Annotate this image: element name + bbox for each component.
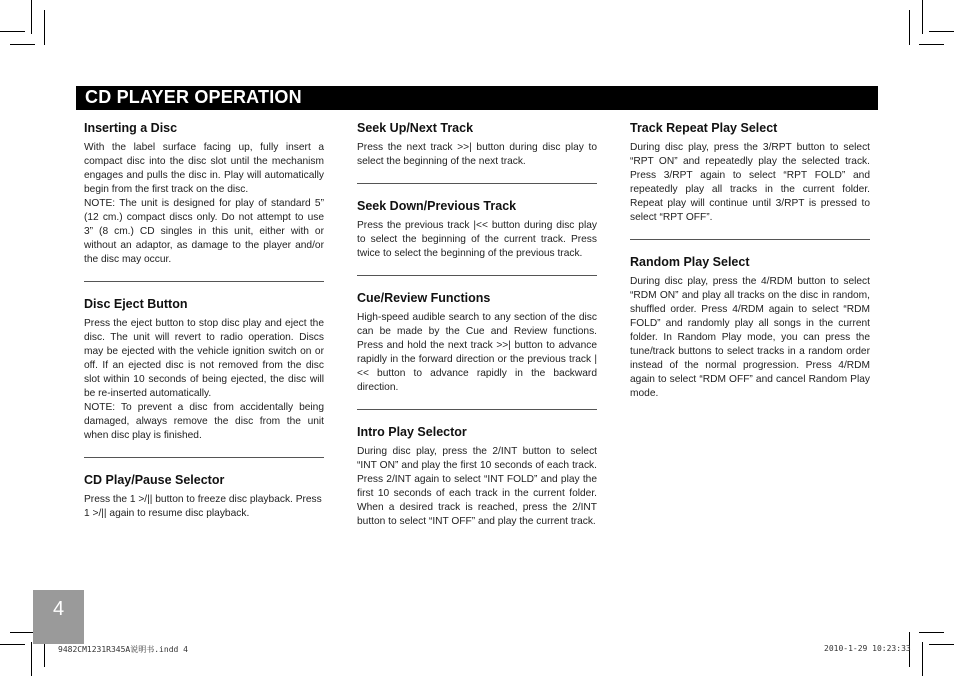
divider [84,457,324,458]
section-paragraph: With the label surface facing up, fully insert a compact disc into the disc slot until the mechanism engages and pulls the disc in. Play will automatically begin from the first track on the disc. [84,142,324,195]
divider [357,183,597,184]
section-heading: Seek Up/Next Track [357,121,474,135]
crop-mark [922,642,923,676]
crop-mark [0,644,25,645]
page-number: 4 [52,598,65,620]
column-2 [357,121,597,529]
section-seek-up [357,121,597,169]
section-disc-eject [84,297,324,443]
section-paragraph: During disc play, press the 4/RDM button to select “RDM ON” and play all tracks on the disc in random, shuffled order. Press 4/RDM again to select “RDM FOLD” and randomly play all songs in the current folder. In Random Play mode, you can press the tune/track buttons to select tracks in a random order instead of the normal progression. Press 4/RDM again to select “RDM OFF” and cancel Random Play mode. [630,276,870,399]
crop-mark [929,644,954,645]
crop-mark [922,0,923,34]
divider [357,409,597,410]
section-heading: Inserting a Disc [84,121,178,135]
crop-mark [44,10,45,45]
crop-mark [31,642,32,676]
divider [84,281,324,282]
section-paragraph: During disc play, press the 3/RPT button to select “RPT ON” and repeatedly play the selected track. Press 3/RPT again to select “RPT FOLD” and repeatedly play all tracks in the current folder. Repeat play will continue until 3/RPT is pressed to select “RPT OFF”. [630,142,870,223]
divider [357,275,597,276]
section-heading: Intro Play Selector [357,425,467,439]
page-title: CD PLAYER OPERATION [85,87,302,107]
section-paragraph: High-speed audible search to any section of the disc can be made by the Cue and Review functions. Press and hold the next track >>| button to advance rapidly in the forward direction or the previous track |<< button to advance rapidly in the backward direction. [357,312,597,393]
section-paragraph: During disc play, press the 2/INT button to select “INT ON” and play the first 10 seconds of each track. Press 2/INT again to select “INT FOLD” and play the first 10 seconds of each track in the current folder. When a desired track is reached, press the 2/INT button to select “INT OFF” and play the current track. [357,446,597,527]
section-play-pause [84,473,324,521]
crop-mark [10,632,35,633]
section-track-repeat [630,121,870,225]
crop-mark [0,31,25,32]
section-note: NOTE: To prevent a disc from accidentally being damaged, always remove the disc from the unit when disc play is finished. [84,402,324,441]
section-heading: Track Repeat Play Select [630,121,778,135]
slug-timestamp: 2010-1-29 10:23:33 [824,644,911,653]
section-heading: CD Play/Pause Selector [84,473,225,487]
section-random-play [630,255,870,401]
crop-mark [10,44,35,45]
column-1 [84,121,324,521]
slug-file-info: 9482CM1231R345A说明书.indd 4 [58,645,188,654]
section-paragraph: Press the eject button to stop disc play and eject the disc. The unit will revert to radio operation. Discs may be ejected with the vehicle ignition switch on or off. If an ejected disc is not removed from the disc slot within 10 seconds of being ejected, the disc will be re-inserted automatically. [84,318,324,399]
section-paragraph: Press the next track >>| button during disc play to select the beginning of the next track. [357,142,597,167]
column-3 [630,121,870,401]
section-heading: Random Play Select [630,255,750,269]
section-heading: Disc Eject Button [84,297,188,311]
section-note: NOTE: The unit is designed for play of standard 5” (12 cm.) compact discs only. Do not attempt to use 3” (8 cm.) CD singles in this unit, either with or without an adaptor, as damage to the player and/or the disc may occur. [84,198,324,265]
section-seek-down [357,199,597,261]
section-heading: Seek Down/Previous Track [357,199,517,213]
section-heading: Cue/Review Functions [357,291,491,305]
section-paragraph: Press the 1 >/|| button to freeze disc playback. Press 1 >/|| again to resume disc playback. [84,494,322,519]
section-paragraph: Press the previous track |<< button during disc play to select the beginning of the current track. Press twice to select the beginning of the previous track. [357,220,597,259]
page-number-tab [33,590,84,644]
section-inserting-disc [84,121,324,267]
divider [630,239,870,240]
section-title-bar [76,86,878,110]
crop-mark [919,44,944,45]
section-cue-review [357,291,597,395]
crop-mark [31,0,32,34]
crop-mark [909,10,910,45]
section-intro-play [357,425,597,529]
crop-mark [919,632,944,633]
crop-mark [929,31,954,32]
